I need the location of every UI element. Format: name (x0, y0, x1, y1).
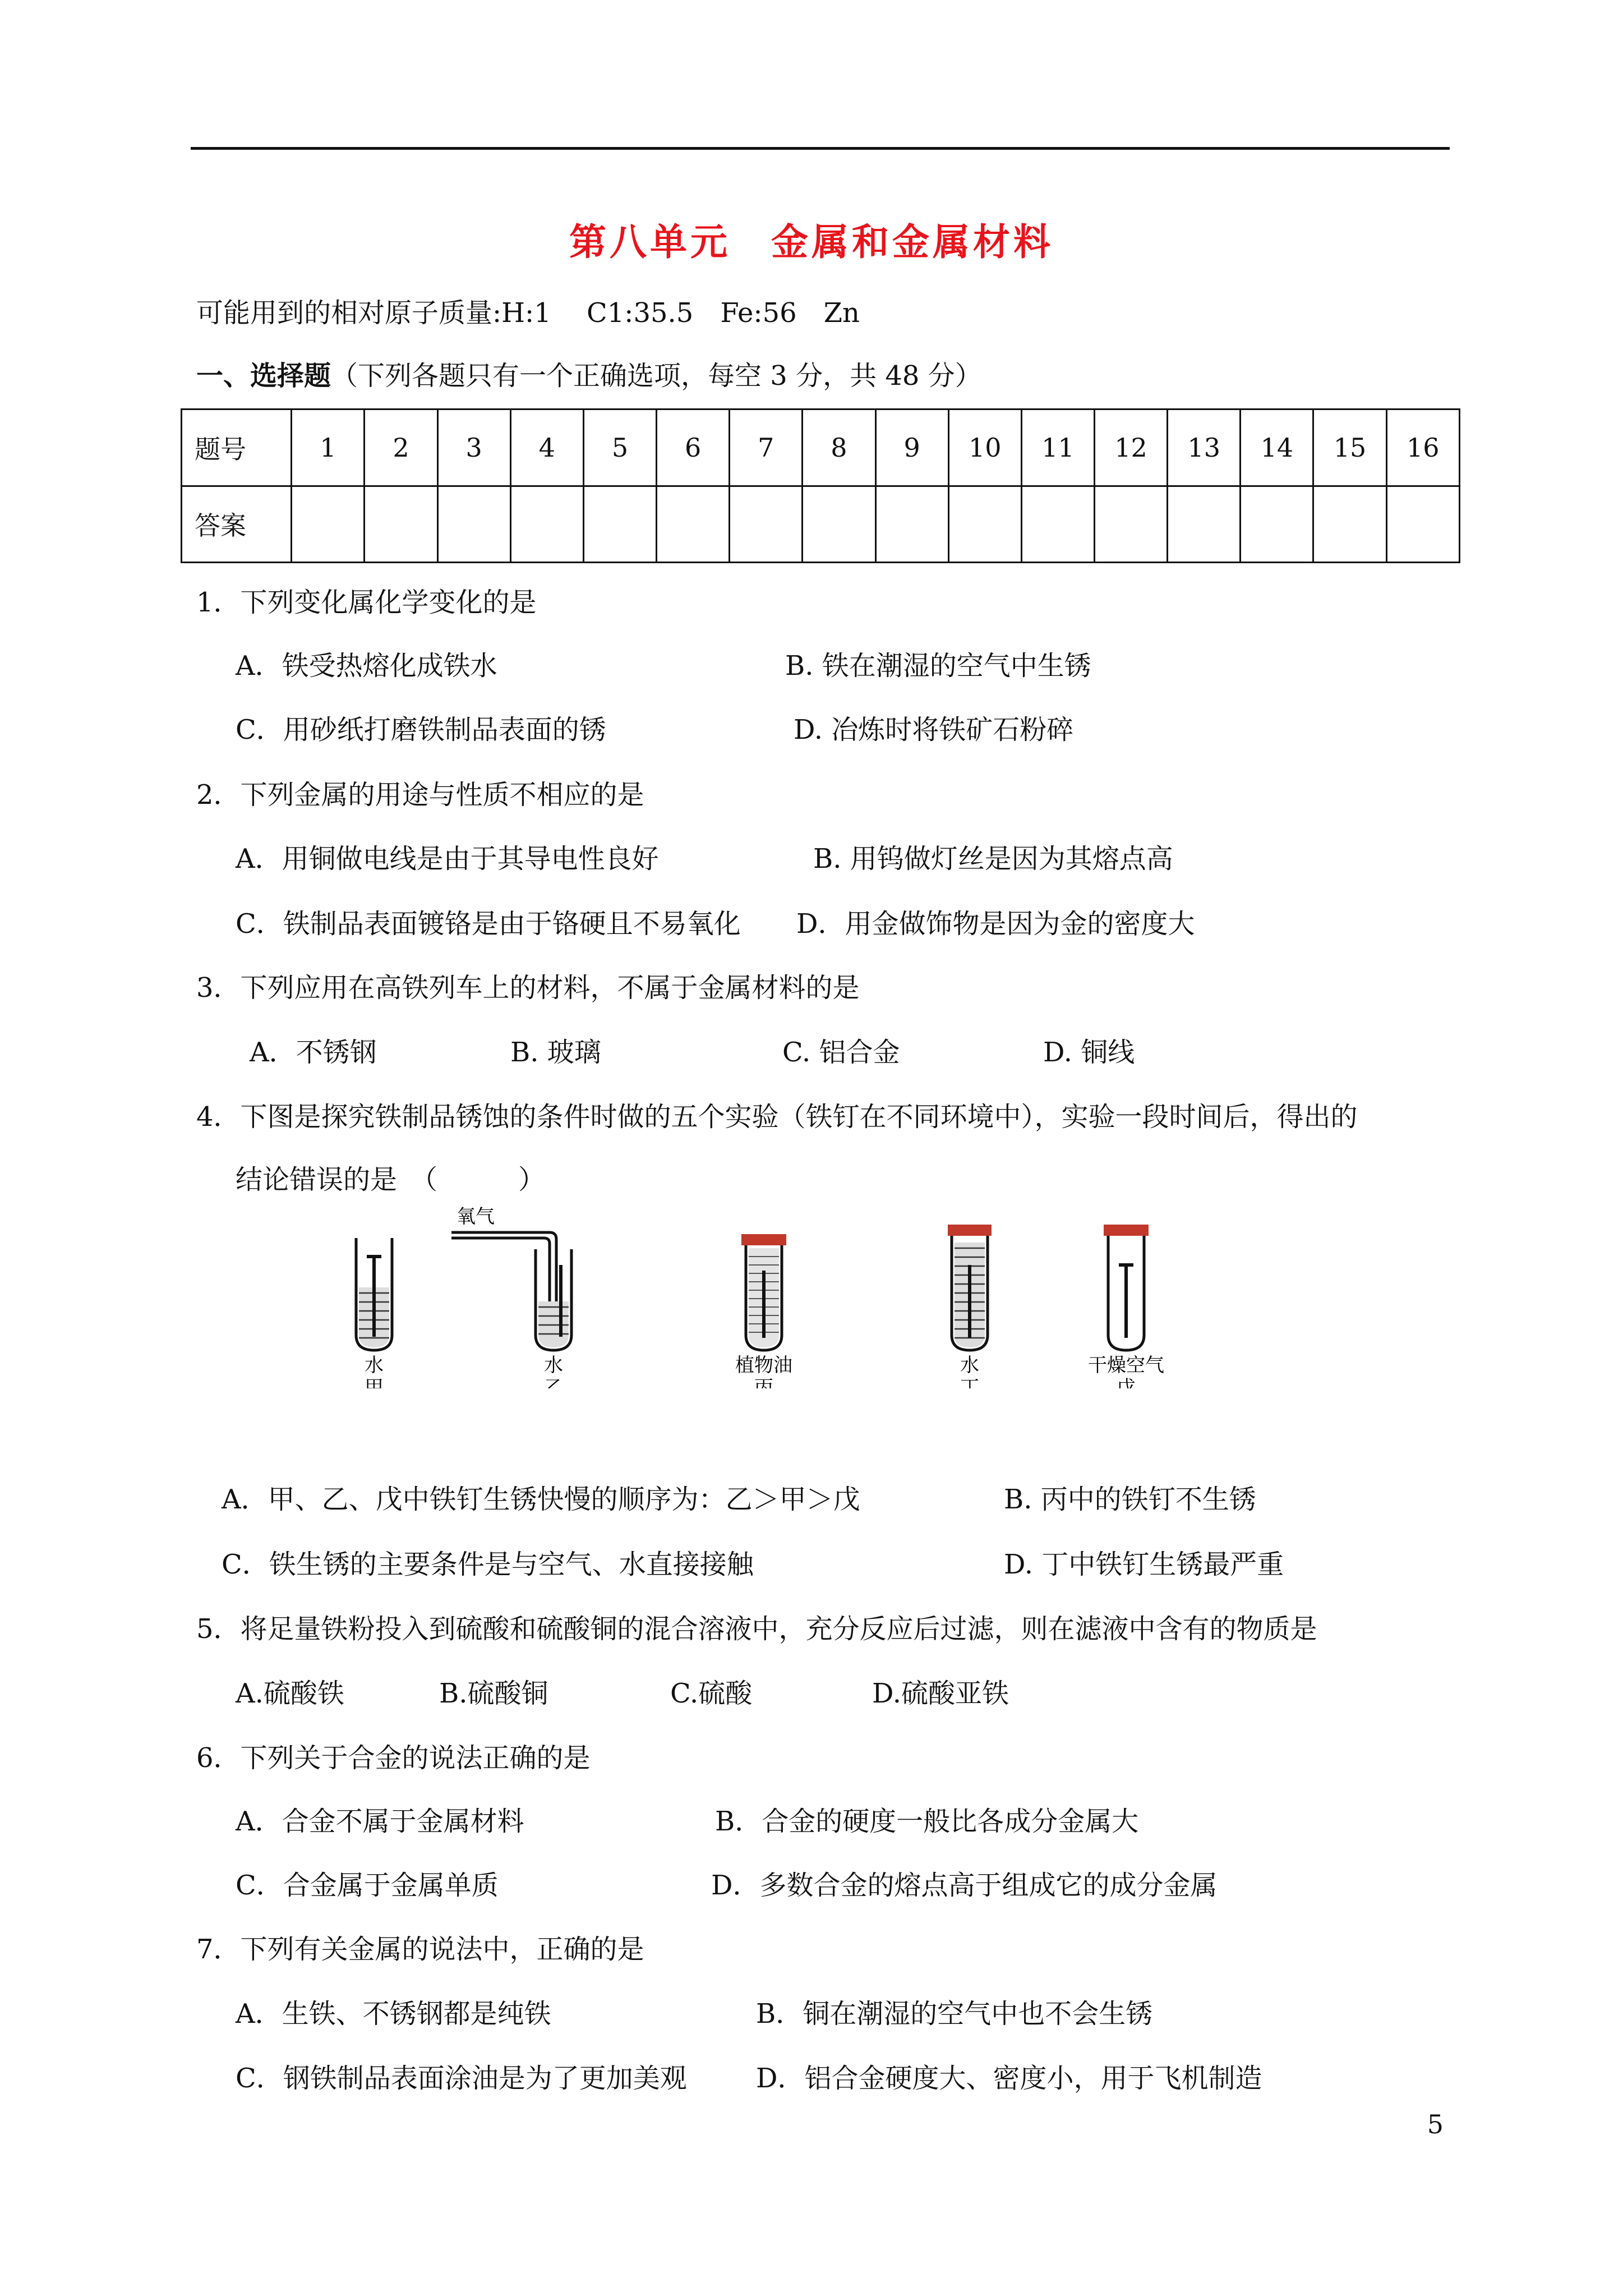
question-number-cell: 15 (1313, 409, 1386, 486)
answer-cell[interactable] (292, 486, 365, 563)
answer-cell[interactable] (803, 486, 875, 563)
question-6-option-c[interactable]: C．合金属于金属单质 (236, 1870, 499, 1901)
question-1-option-b[interactable]: B. 铁在潮湿的空气中生锈 (785, 650, 1091, 682)
question-number-cell: 10 (948, 409, 1021, 486)
question-4-option-d[interactable]: D. 丁中铁钉生锈最严重 (1004, 1549, 1284, 1580)
table-row (182, 486, 1460, 563)
question-3-option-b[interactable]: B. 玻璃 (510, 1037, 601, 1068)
question-number-cell: 9 (875, 409, 948, 486)
question-number-cell: 13 (1168, 409, 1241, 486)
answer-cell[interactable] (948, 486, 1021, 563)
tube-wu-top-label: 干燥空气 (1088, 1354, 1164, 1377)
question-6-option-d[interactable]: D．多数合金的熔点高于组成它的成分金属 (711, 1870, 1218, 1901)
answer-cell[interactable] (1021, 486, 1094, 563)
answer-cell[interactable] (1241, 486, 1313, 563)
atomic-mass-line: 可能用到的相对原子质量:H:1 C1:35.5 Fe:56 Zn (196, 297, 860, 329)
tube-yi-bottom-label: 乙 (544, 1377, 563, 1388)
question-number-cell: 14 (1241, 409, 1313, 486)
question-3-option-d[interactable]: D. 铜线 (1043, 1037, 1135, 1068)
question-number-cell: 3 (437, 409, 510, 486)
tube-yi (451, 1205, 571, 1388)
question-2-option-b[interactable]: B. 用钨做灯丝是因为其熔点高 (813, 843, 1173, 875)
question-number-cell: 12 (1094, 409, 1167, 486)
answer-cell[interactable] (1094, 486, 1167, 563)
tube-bing-bottom-label: 丙 (754, 1377, 773, 1388)
tube-wu (1088, 1225, 1164, 1388)
tube-wu-bottom-label: 戊 (1117, 1377, 1136, 1388)
question-1-option-d[interactable]: D. 冶炼时将铁矿石粉碎 (794, 714, 1074, 746)
question-2-option-c[interactable]: C．铁制品表面镀铬是由于铬硬且不易氧化 (236, 908, 741, 940)
question-number-cell: 1 (292, 409, 365, 486)
row-label-number: 题号 (182, 409, 292, 486)
question-1-stem: 1．下列变化属化学变化的是 (196, 587, 537, 618)
header-rule (191, 147, 1450, 150)
question-5-option-b[interactable]: B.硫酸铜 (439, 1678, 548, 1709)
question-7-option-d[interactable]: D．铝合金硬度大、密度小，用于飞机制造 (756, 2063, 1262, 2094)
question-4-option-a[interactable]: A．甲、乙、戊中铁钉生锈快慢的顺序为：乙＞甲＞戊 (222, 1484, 860, 1515)
answer-cell[interactable] (510, 486, 583, 563)
answer-cell[interactable] (657, 486, 730, 563)
question-2-stem: 2．下列金属的用途与性质不相应的是 (196, 779, 644, 811)
question-number-cell: 2 (365, 409, 437, 486)
question-number-cell: 11 (1021, 409, 1094, 486)
answer-cell[interactable] (1386, 486, 1459, 563)
question-number-cell: 8 (803, 409, 875, 486)
question-6-stem: 6．下列关于合金的说法正确的是 (196, 1742, 591, 1774)
question-3-option-c[interactable]: C. 铝合金 (782, 1037, 900, 1068)
rust-experiment-figure (336, 1203, 1262, 1391)
question-number-cell: 4 (510, 409, 583, 486)
question-2-option-d[interactable]: D．用金做饰物是因为金的密度大 (796, 908, 1195, 940)
question-7-option-b[interactable]: B．铜在潮湿的空气中也不会生锈 (756, 1998, 1153, 2030)
question-5-option-a[interactable]: A.硫酸铁 (236, 1678, 344, 1709)
question-4-stem: 4．下图是探究铁制品锈蚀的条件时做的五个实验（铁钉在不同环境中），实验一段时间后，得出的 (196, 1101, 1358, 1133)
question-4-option-c[interactable]: C．铁生锈的主要条件是与空气、水直接接触 (222, 1549, 754, 1580)
question-5-option-c[interactable]: C.硫酸 (670, 1678, 753, 1709)
question-number-cell: 16 (1386, 409, 1459, 486)
question-3-stem: 3．下列应用在高铁列车上的材料，不属于金属材料的是 (196, 972, 860, 1004)
section-label: 一、选择题 (196, 360, 331, 392)
answer-cell[interactable] (730, 486, 803, 563)
question-3-option-a[interactable]: A．不锈钢 (250, 1037, 377, 1068)
tube-jia-top-label: 水 (365, 1354, 384, 1377)
question-number-cell: 5 (583, 409, 656, 486)
page-number: 5 (1427, 2109, 1444, 2139)
question-2-option-a[interactable]: A．用铜做电线是由于其导电性良好 (236, 843, 659, 875)
question-7-stem: 7．下列有关金属的说法中，正确的是 (196, 1934, 644, 1965)
answer-cell[interactable] (875, 486, 948, 563)
section-note: （下列各题只有一个正确选项，每空 3 分，共 48 分） (331, 360, 982, 392)
question-7-option-c[interactable]: C．钢铁制品表面涂油是为了更加美观 (236, 2063, 687, 2094)
tube-jia-bottom-label: 甲 (365, 1377, 384, 1388)
question-1-option-c[interactable]: C．用砂纸打磨铁制品表面的锈 (236, 714, 606, 746)
question-1-option-a[interactable]: A．铁受热熔化成铁水 (236, 650, 497, 682)
tube-jia (356, 1238, 392, 1388)
answer-cell[interactable] (437, 486, 510, 563)
answer-table (181, 408, 1460, 563)
row-label-answer: 答案 (182, 486, 292, 563)
oxygen-label: 氧气 (457, 1205, 495, 1228)
question-4-option-b[interactable]: B. 丙中的铁钉不生锈 (1004, 1484, 1256, 1515)
question-6-option-a[interactable]: A．合金不属于金属材料 (236, 1806, 524, 1837)
question-4-stem-continued: 结论错误的是 （ ） (236, 1164, 546, 1195)
answer-cell[interactable] (1313, 486, 1386, 563)
tube-ding (948, 1225, 992, 1388)
tube-ding-bottom-label: 丁 (960, 1377, 979, 1388)
tube-bing-top-label: 植物油 (735, 1354, 792, 1377)
question-number-cell: 7 (730, 409, 803, 486)
page-title: 第八单元 金属和金属材料 (569, 220, 1054, 264)
answer-cell[interactable] (365, 486, 437, 563)
answer-cell[interactable] (583, 486, 656, 563)
question-6-option-b[interactable]: B．合金的硬度一般比各成分金属大 (715, 1806, 1139, 1837)
table-row (182, 409, 1460, 486)
tube-ding-top-label: 水 (960, 1354, 979, 1377)
answer-cell[interactable] (1168, 486, 1241, 563)
question-5-option-d[interactable]: D.硫酸亚铁 (872, 1678, 1009, 1709)
tube-bing (735, 1234, 792, 1388)
tube-yi-top-label: 水 (544, 1354, 563, 1377)
section-heading (196, 359, 982, 393)
question-7-option-a[interactable]: A．生铁、不锈钢都是纯铁 (236, 1998, 551, 2030)
question-5-stem: 5．将足量铁粉投入到硫酸和硫酸铜的混合溶液中，充分反应后过滤，则在滤液中含有的物质是 (196, 1613, 1317, 1645)
question-number-cell: 6 (657, 409, 730, 486)
